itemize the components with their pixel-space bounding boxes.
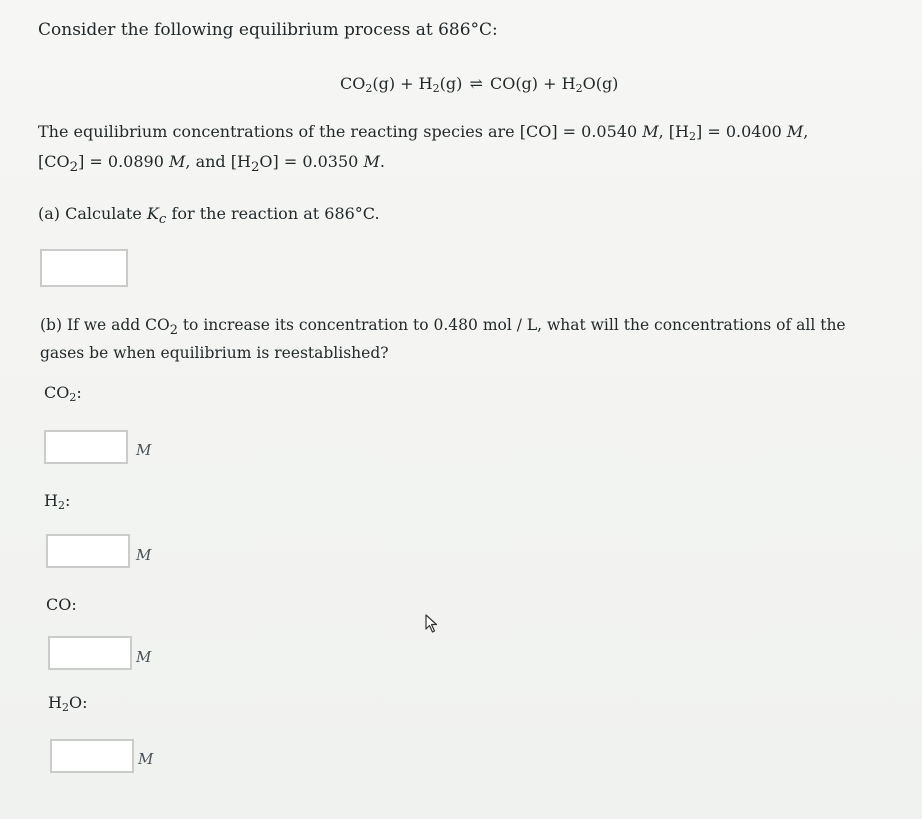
- co2-concentration-input[interactable]: [44, 430, 128, 464]
- kc-answer-input[interactable]: [40, 249, 128, 287]
- h2-label: $H_2$:: [44, 491, 71, 512]
- co2-unit: M: [136, 441, 152, 459]
- equilibrium-concentrations-line1: The equilibrium concentrations of the reacting species are [CO] = 0.0540 M, $[H_2] = 0.0400$ M,: [38, 122, 809, 143]
- co-label: CO:: [46, 595, 77, 614]
- mouse-pointer-icon: [424, 614, 440, 634]
- reaction-equation: $CO_2(g) + H_2(g)$ ⇌ $CO(g) + H_2O(g)$: [340, 74, 619, 95]
- equilibrium-arrow-icon: ⇌: [469, 74, 483, 93]
- part-b-question-line1: (b) If we add $CO_2$ to increase its concentration to 0.480 mol / L, what will the concentrations of all the: [40, 316, 846, 339]
- co2-label: $CO_2$:: [44, 383, 82, 404]
- h2o-concentration-input[interactable]: [50, 739, 134, 773]
- h2o-unit: M: [138, 750, 154, 768]
- h2o-label: $H_2O$:: [48, 693, 88, 714]
- part-b-question-line2: gases be when equilibrium is reestablished?: [40, 344, 389, 362]
- co-unit: M: [136, 648, 152, 666]
- h2-concentration-input[interactable]: [46, 534, 130, 568]
- question-title: Consider the following equilibrium process at 686°C:: [38, 20, 498, 40]
- equilibrium-concentrations-line2: $[CO_2] = 0.0890$ M, and $[H_2O] = 0.0350$ M.: [38, 152, 385, 176]
- co-concentration-input[interactable]: [48, 636, 132, 670]
- h2-unit: M: [136, 546, 152, 564]
- part-a-question: (a) Calculate $K_c$ for the reaction at 686°C.: [38, 204, 380, 228]
